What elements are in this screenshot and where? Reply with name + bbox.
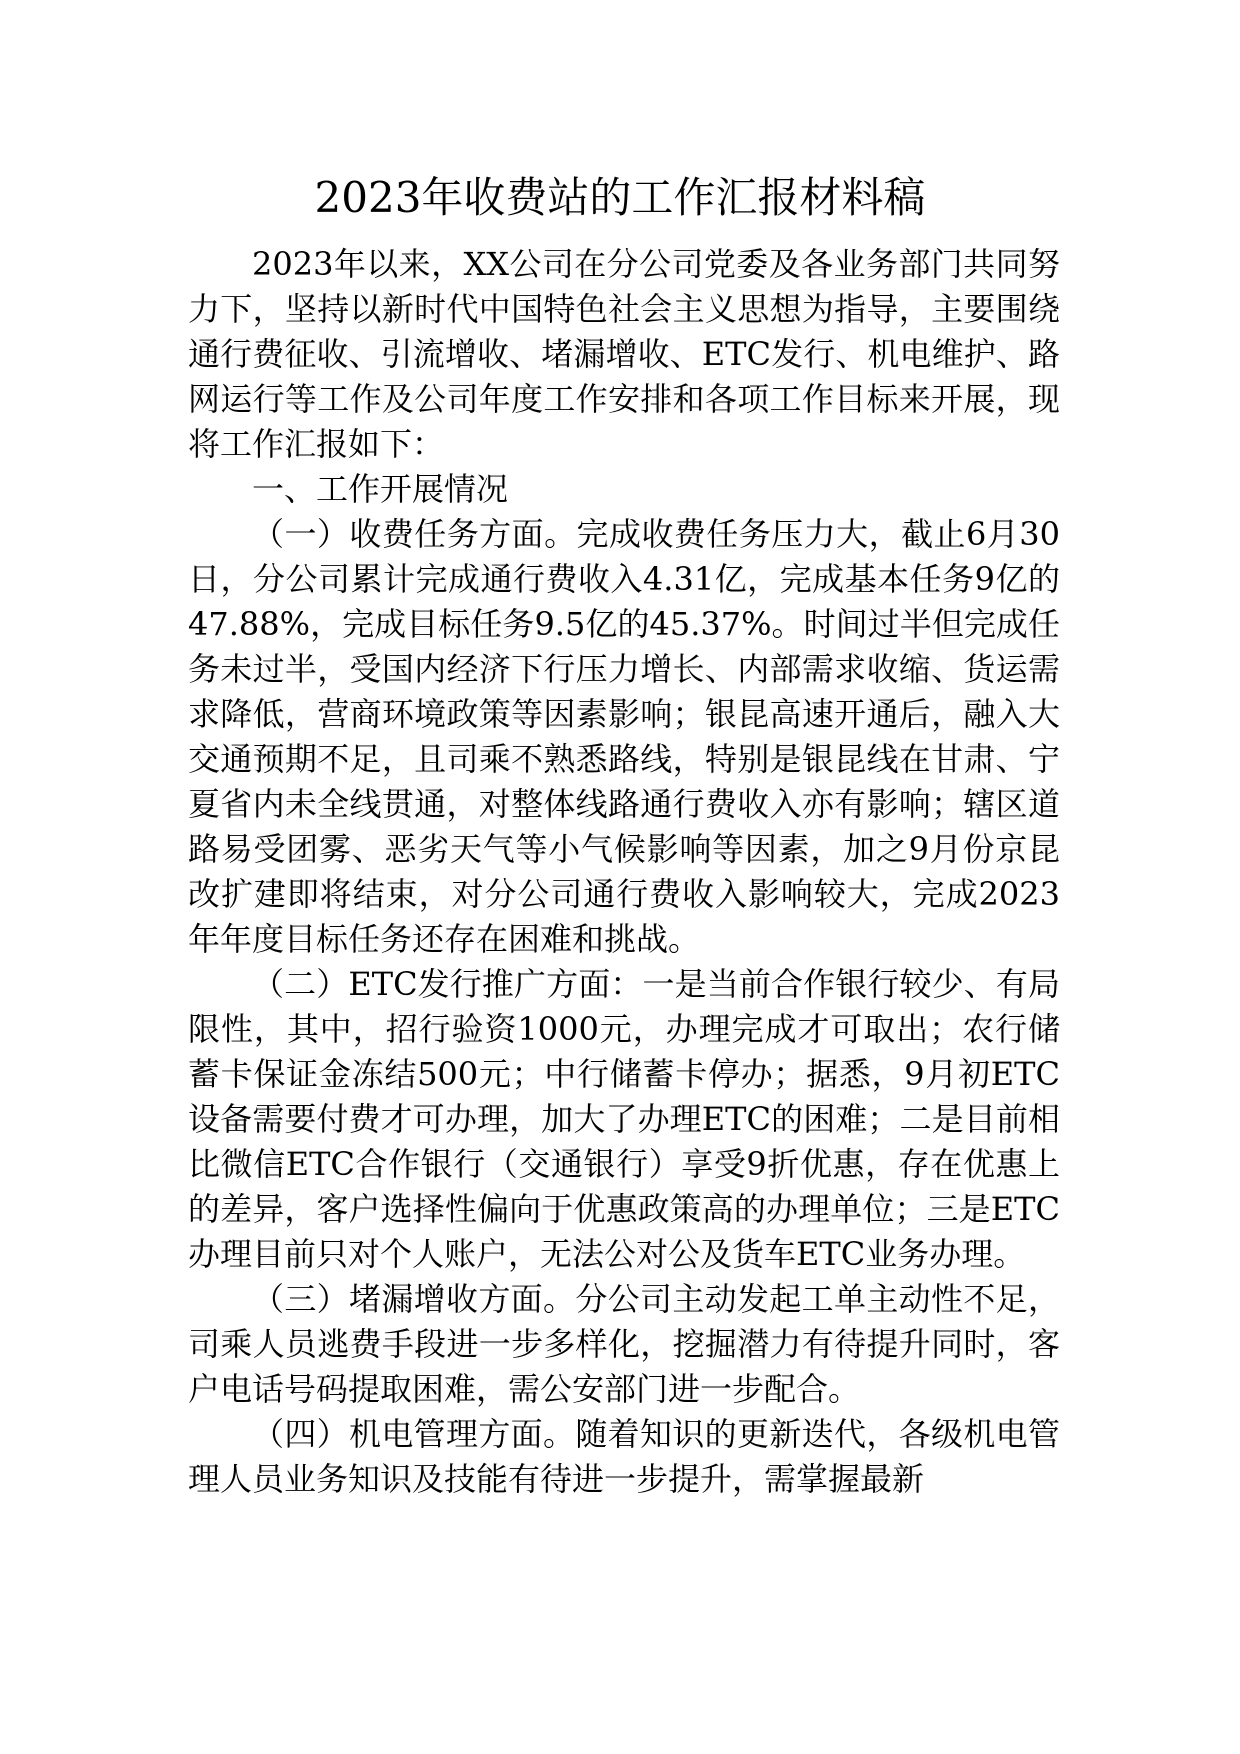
paragraph-electromechanical: （四）机电管理方面。随着知识的更新迭代，各级机电管理人员业务知识及技能有待进一步提升，需掌握最新 — [188, 1415, 1060, 1498]
paragraph-etc-promotion: （二）ETC发行推广方面：一是当前合作银行较少、有局限性，其中，招行验资1000元，办理完成才可取出；农行储蓄卡保证金冻结500元；中行储蓄卡停办；据悉，9月初ETC设备需要付费才可办理，加大了办理ETC的困难；二是目前相比微信ETC合作银行（交通银行）享受9折优惠，存在优惠上的差异，客户选择性偏向于优惠政策高的办理单位；三是ETC办理目前只对个人账户，无法公对公及货车ETC业务办理。 — [188, 965, 1060, 1273]
document-body — [188, 242, 1060, 1502]
paragraph-leak-prevention: （三）堵漏增收方面。分公司主动发起工单主动性不足，司乘人员逃费手段进一步多样化，挖掘潜力有待提升同时，客户电话号码提取困难，需公安部门进一步配合。 — [188, 1280, 1060, 1408]
document-title: 2023年收费站的工作汇报材料稿 — [314, 173, 926, 222]
intro-paragraph: 2023年以来，XX公司在分公司党委及各业务部门共同努力下，坚持以新时代中国特色社会主义思想为指导，主要围绕通行费征收、引流增收、堵漏增收、ETC发行、机电维护、路网运行等工作及公司年度工作安排和各项工作目标来开展，现将工作汇报如下： — [188, 245, 1060, 463]
paragraph-fee-collection: （一）收费任务方面。完成收费任务压力大，截止6月30日，分公司累计完成通行费收入4.31亿，完成基本任务9亿的47.88%，完成目标任务9.5亿的45.37%。时间过半但完成任务未过半，受国内经济下行压力增长、内部需求收缩、货运需求降低，营商环境政策等因素影响；银昆高速开通后，融入大交通预期不足，且司乘不熟悉路线，特别是银昆线在甘肃、宁夏省内未全线贯通，对整体线路通行费收入亦有影响；辖区道路易受团雾、恶劣天气等小气候影响等因素，加之9月份京昆改扩建即将结束，对分公司通行费收入影响较大，完成2023年年度目标任务还存在困难和挑战。 — [188, 515, 1060, 958]
section-heading: 一、工作开展情况 — [252, 470, 509, 508]
